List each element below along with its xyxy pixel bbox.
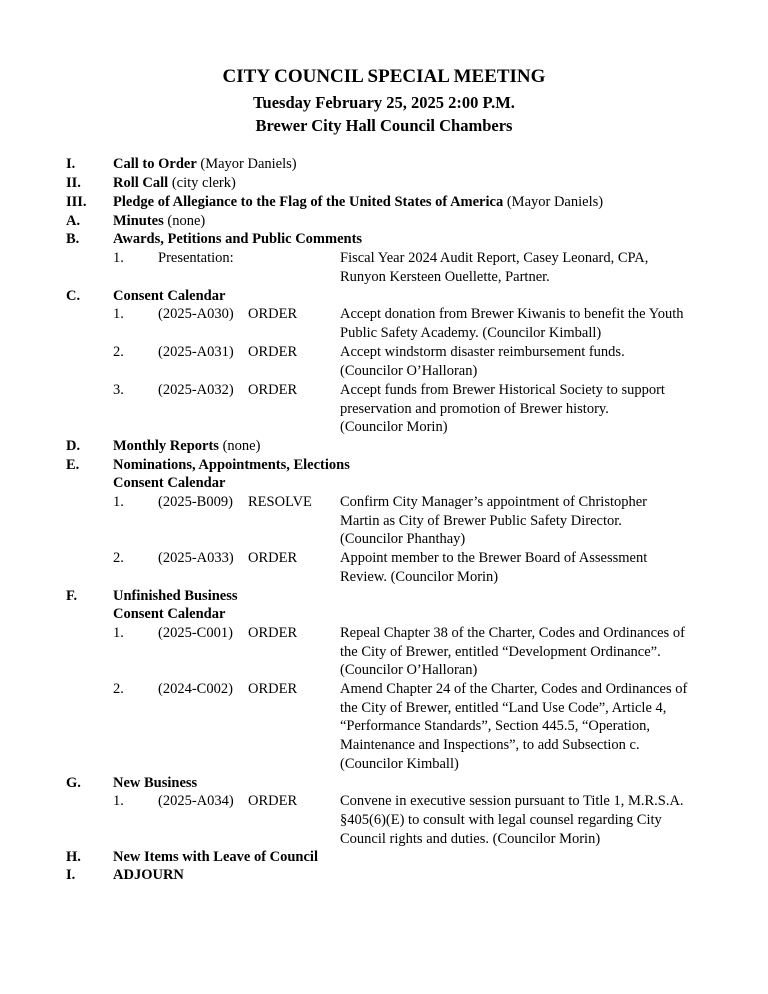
row-description: Confirm City Manager’s appointment of Christopher <box>340 494 648 510</box>
row-description: Accept windstorm disaster reimbursement funds. <box>340 344 625 360</box>
item-letter: B. <box>66 231 80 247</box>
row-number: 1. <box>113 793 124 809</box>
agenda-item-unfinished-business: Unfinished Business <box>113 588 238 604</box>
row-description: §405(6)(E) to consult with legal counsel regarding City <box>340 812 662 828</box>
row-code: (2025-A032) <box>158 382 234 398</box>
row-code: (2025-A034) <box>158 793 234 809</box>
row-type: ORDER <box>248 550 298 566</box>
row-description: (Councilor Kimball) <box>340 756 459 772</box>
row-description: Runyon Kersteen Ouellette, Partner. <box>340 269 550 285</box>
row-type: ORDER <box>248 306 298 322</box>
row-description: Review. (Councilor Morin) <box>340 569 499 585</box>
row-number: 2. <box>113 344 124 360</box>
row-code: (2025-A031) <box>158 344 234 360</box>
item-letter: C. <box>66 288 81 304</box>
agenda-item-call-to-order <box>113 155 297 174</box>
item-letter: III. <box>66 194 87 210</box>
row-description: Fiscal Year 2024 Audit Report, Casey Leonard, CPA, <box>340 250 649 266</box>
item-title: Pledge of Allegiance to the Flag of the United States of America <box>113 194 504 210</box>
row-code: (2025-A030) <box>158 306 234 322</box>
row-description: (Councilor O’Halloran) <box>340 662 478 678</box>
row-description: Council rights and duties. (Councilor Morin) <box>340 831 601 847</box>
item-note: (city clerk) <box>168 175 236 191</box>
row-description: Accept funds from Brewer Historical Society to support <box>340 382 665 398</box>
item-note: (Mayor Daniels) <box>196 156 297 172</box>
item-note: (none) <box>163 213 206 229</box>
agenda-item-new-business: New Business <box>113 775 198 791</box>
row-number: 1. <box>113 250 124 266</box>
row-number: 2. <box>113 550 124 566</box>
row-description: Accept donation from Brewer Kiwanis to benefit the Youth <box>340 306 684 322</box>
row-type: ORDER <box>248 344 298 360</box>
item-letter: I. <box>66 156 76 172</box>
agenda-item-nominations: Nominations, Appointments, Elections <box>113 457 350 473</box>
presentation-label: Presentation: <box>158 250 234 266</box>
item-title: Monthly Reports <box>113 438 219 454</box>
row-type: RESOLVE <box>248 494 312 510</box>
agenda-item-adjourn: ADJOURN <box>113 867 184 883</box>
agenda-item-roll-call <box>113 174 236 193</box>
meeting-location: Brewer City Hall Council Chambers <box>255 116 513 135</box>
row-type: ORDER <box>248 382 298 398</box>
agenda-item-minutes <box>113 212 205 231</box>
agenda-item-pledge <box>113 193 603 212</box>
agenda-item-new-items: New Items with Leave of Council <box>113 849 318 865</box>
row-description: Appoint member to the Brewer Board of Assessment <box>340 550 648 566</box>
item-letter: D. <box>66 438 81 454</box>
item-letter: E. <box>66 457 80 473</box>
item-letter: F. <box>66 588 78 604</box>
item-title: Minutes <box>113 213 164 229</box>
item-title: Roll Call <box>113 175 169 191</box>
row-description: (Councilor Morin) <box>340 419 448 435</box>
item-letter: H. <box>66 849 81 865</box>
item-letter: II. <box>66 175 81 191</box>
row-type: ORDER <box>248 681 298 697</box>
row-description: Repeal Chapter 38 of the Charter, Codes and Ordinances of <box>340 625 685 641</box>
row-description: Amend Chapter 24 of the Charter, Codes and Ordinances of <box>340 681 688 697</box>
row-description: Public Safety Academy. (Councilor Kimball) <box>340 325 602 341</box>
meeting-title: CITY COUNCIL SPECIAL MEETING <box>222 66 546 87</box>
agenda-item-awards: Awards, Petitions and Public Comments <box>113 231 363 247</box>
agenda-item-consent-calendar: Consent Calendar <box>113 288 226 304</box>
row-description: preservation and promotion of Brewer history. <box>340 401 609 417</box>
meeting-date: Tuesday February 25, 2025 2:00 P.M. <box>253 93 515 112</box>
agenda-item-monthly-reports <box>113 437 260 456</box>
row-description: (Councilor Phanthay) <box>340 531 466 547</box>
row-code: (2025-C001) <box>158 625 233 641</box>
row-description: Maintenance and Inspections”, to add Subsection c. <box>340 737 640 753</box>
row-code: (2025-B009) <box>158 494 233 510</box>
row-number: 1. <box>113 306 124 322</box>
section-subtitle: Consent Calendar <box>113 606 226 622</box>
row-description: Convene in executive session pursuant to Title 1, M.R.S.A. <box>340 793 684 809</box>
item-title: Call to Order <box>113 156 197 172</box>
row-description: (Councilor O’Halloran) <box>340 363 478 379</box>
item-letter: G. <box>66 775 81 791</box>
row-number: 3. <box>113 382 124 398</box>
item-letter: A. <box>66 213 81 229</box>
row-description: the City of Brewer, entitled “Development Ordinance”. <box>340 644 661 660</box>
row-number: 2. <box>113 681 124 697</box>
item-note: (none) <box>218 438 261 454</box>
row-description: the City of Brewer, entitled “Land Use Code”, Article 4, <box>340 700 667 716</box>
row-description: Martin as City of Brewer Public Safety Director. <box>340 513 622 529</box>
item-letter: I. <box>66 867 76 883</box>
row-type: ORDER <box>248 625 298 641</box>
section-subtitle: Consent Calendar <box>113 475 226 491</box>
row-description: “Performance Standards”, Section 445.5, “Operation, <box>340 718 651 734</box>
row-code: (2025-A033) <box>158 550 234 566</box>
row-number: 1. <box>113 625 124 641</box>
row-code: (2024-C002) <box>158 681 233 697</box>
row-number: 1. <box>113 494 124 510</box>
row-type: ORDER <box>248 793 298 809</box>
item-note: (Mayor Daniels) <box>503 194 604 210</box>
